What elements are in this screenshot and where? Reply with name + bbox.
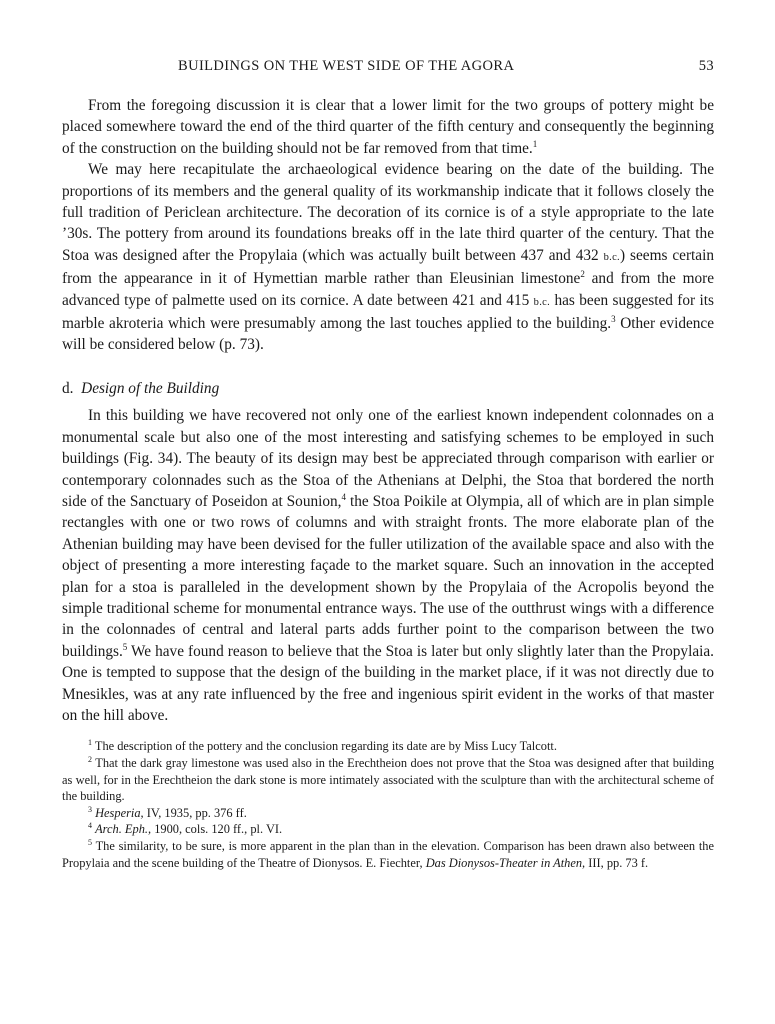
footnote-ref-5[interactable]: 5 (122, 641, 128, 652)
footnote-5 (62, 838, 714, 871)
paragraph-3-text-c: We have found reason to believe that the Stoa is later but only slightly later than the Propylaia. One is tempted to suppose that the design of the building in the market place, if it was not directly due to Mnesikles, was at any rate influenced by the free and ingenious spirit evident in the works of that master on the hill above. (62, 642, 714, 724)
paragraph-2 (62, 159, 714, 356)
paragraph-2-text-a: We may here recapitulate the archaeological evidence bearing on the date of the building. The proportions of its members and the general quality of its workmanship indicate that it follows closely the full tradition of Periclean architecture. The decoration of its cornice is of a style appropriate to the late ’30s. The pottery from around its foundations breaks off in the late third quarter of the century. That the Stoa was designed after the Propylaia (which was actually built between 437 and 432 (62, 161, 714, 264)
section-title: Design of the Building (81, 379, 220, 397)
paragraph-1 (62, 95, 714, 159)
bc-abbrev: b.c. (533, 296, 551, 308)
footnote-ref-4[interactable]: 4 (341, 491, 346, 502)
footnote-text: 1900, cols. 120 ff., pl. VI. (154, 822, 283, 837)
footnote-number: 3 (88, 804, 92, 814)
paragraph-2-text-b: ) seems certain from the appearance in it of Hymettian marble rather than Eleusinian limestone (62, 246, 714, 288)
footnote-number: 5 (88, 837, 92, 847)
paragraph-2-text-c: and from the more advanced type of palmette used on its cornice. A date between 421 and 415 (62, 270, 714, 309)
paragraph-3 (62, 405, 714, 726)
footnote-number: 1 (88, 738, 92, 748)
book-title: Das Dionysos-Theater in Athen, (425, 855, 586, 870)
footnote-text: The description of the pottery and the conclusion regarding its date are by Miss Lucy Talcott. (94, 739, 557, 754)
paragraph-3-text-a: In this building we have recovered not only one of the earliest known independent colonnades on a monumental scale but also one of the most interesting and satisfying schemes to be employed in such buildings (Fig. 34). The beauty of its design may best be appreciated through comparison with earlier or contemporary colonnades such as the Stoa of the Athenians at Delphi, the Stoa that bordered the north side of the Sanctuary of Poseidon at Sounion, (62, 407, 714, 510)
footnote-1 (62, 738, 714, 755)
page (62, 58, 714, 871)
section-label: d. (62, 379, 74, 397)
bc-abbrev: b.c. (603, 251, 620, 263)
journal-title: Hesperia, (95, 805, 144, 820)
page-header (62, 58, 714, 82)
paragraph-2-text-d: has been suggested for its marble akroteria which were presumably among the last touches applied to the building. (62, 291, 714, 333)
footnote-text: III, pp. 73 f. (588, 855, 649, 870)
footnote-number: 4 (88, 821, 92, 831)
section-gap (62, 356, 714, 378)
body-text (62, 95, 714, 726)
footnote-3 (62, 805, 714, 822)
journal-title: Arch. Eph., (95, 822, 152, 837)
paragraph-3-text-b: the Stoa Poikile at Olympia, all of which are in plan simple rectangles with one or two rows of columns and with straight fronts. The more elaborate plan of the Athenian building may have been devised for the fuller utilization of the available space and also with the object of presenting a more interesting façade to the market square. Such an innovation in the accepted plan for a stoa is paralleled in the development shown by the Propylaia of the Acropolis beyond the simple traditional scheme for monumental entrance ways. The use of the outthrust wings with a difference in the colonnades of central and lateral parts adds further point to the comparison between the two buildings. (62, 492, 714, 660)
footnote-4 (62, 821, 714, 838)
paragraph-1-text: From the foregoing discussion it is clear that a lower limit for the two groups of pottery might be placed somewhere toward the end of the third quarter of the fifth century and consequently the beginning of the construction on the building should not be far removed from that time. (62, 97, 714, 157)
running-title: BUILDINGS ON THE WEST SIDE OF THE AGORA (178, 58, 515, 74)
page-number: 53 (698, 58, 714, 74)
footnote-ref-1[interactable]: 1 (532, 138, 538, 149)
footnote-number: 2 (88, 754, 92, 764)
footnote-text: IV, 1935, pp. 376 ff. (146, 805, 247, 820)
footnote-2 (62, 755, 714, 805)
section-heading (62, 378, 714, 399)
footnote-text: The similarity, to be sure, is more apparent in the plan than in the elevation. Comparison has been drawn also between the Propylaia and the scene building of the Theatre of Dionysos. E. Fiechter, (62, 838, 714, 870)
footnote-text: That the dark gray limestone was used also in the Erechtheion does not prove that the Stoa was designed after that building as well, for in the Erechtheion the dark stone is more intimately associated with the sculpture than with the architectural scheme of the building. (62, 755, 715, 804)
footnotes (62, 738, 714, 871)
footnote-ref-3[interactable]: 3 (611, 313, 616, 324)
footnote-ref-2[interactable]: 2 (580, 269, 585, 280)
paragraph-2-text-e: Other evidence will be considered below (p. 73). (62, 315, 714, 354)
